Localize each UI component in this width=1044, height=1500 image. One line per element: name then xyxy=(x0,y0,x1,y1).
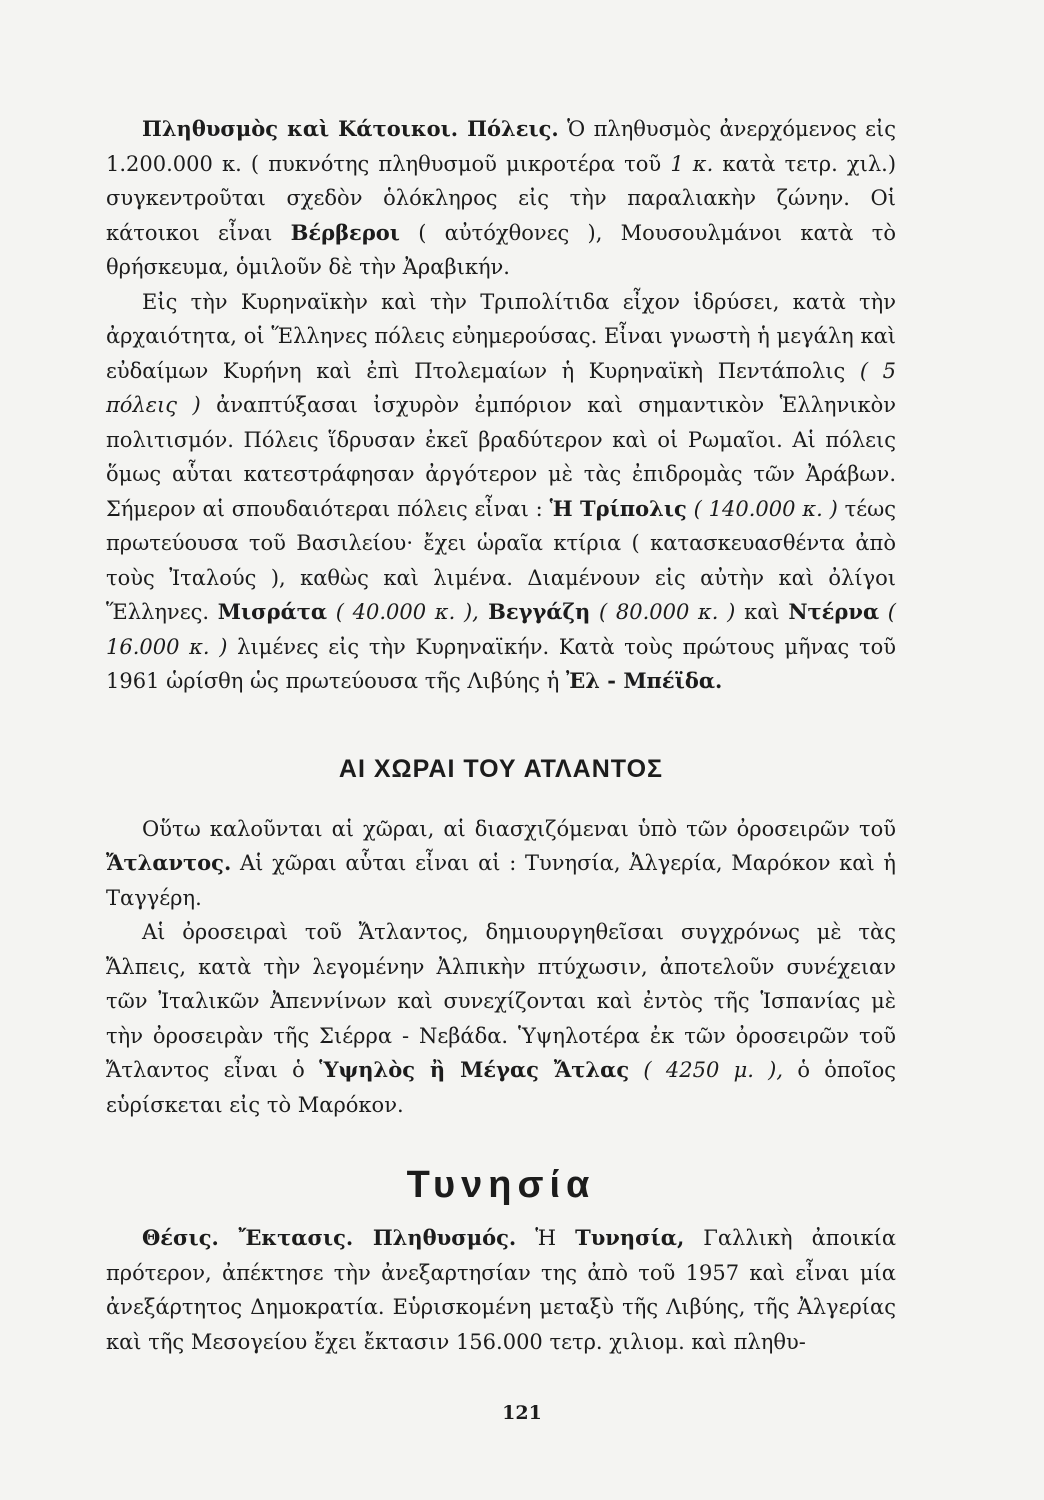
paragraph-atlas-countries: Οὕτω καλοῦνται αἱ χῶραι, αἱ διασχιζόμεναι ὑπὸ τῶν ὀροσειρῶν τοῦ Ἄτλαντος. Αἱ χῶραι αὗται εἶναι αἱ : Τυνησία, Ἀλγερία, Μαρόκον καὶ ἡ Ταγγέρη. xyxy=(106,816,896,910)
paragraph-libya-cities: Εἰς τὴν Κυρηναϊκὴν καὶ τὴν Τριπολίτιδα εἶχον ἱδρύσει, κατὰ τὴν ἀρχαιότητα, οἱ Ἕλληνες πόλεις εὐημερούσας. Εἶναι γνωστὴ ἡ μεγάλη καὶ εὐδαίμων Κυρήνη καὶ ἐπὶ Πτολεμαίων ἡ Κυρηναϊκὴ Πεντάπολις ( 5 πόλεις ) ἀναπτύξασαι ἰσχυρὸν ἐμπόριον καὶ σημαντικὸν Ἑλληνικὸν πολιτισμόν. Πόλεις ἵδρυσαν ἐκεῖ βραδύτερον καὶ οἱ Ρωμαῖοι. Αἱ πόλεις ὅμως αὗται κατεστράφησαν ἀργότερον μὲ τὰς ἐπιδρομὰς τῶν Ἀράβων. Σήμερον αἱ σπουδαιότεραι πόλεις εἶναι : Ἡ Τρίπολις ( 140.000 κ. ) τέως πρωτεύουσα τοῦ Βασιλείου· ἔχει ὡραῖα κτίρια ( κατασκευασθέντα ἀπὸ τοὺς Ἰταλούς ), καθὼς καὶ λιμένα. Διαμένουν εἰς αὐτὴν καὶ ὀλίγοι Ἕλληνες. Μισράτα ( 40.000 κ. ), Βεγγάζη ( 80.000 κ. ) καὶ Ντέρνα ( 16.000 κ. ) λιμένες εἰς τὴν Κυρηναϊκήν. Κατὰ τοὺς πρώτους μῆνας τοῦ 1961 ὡρίσθη ὡς πρωτεύουσα τῆς Λιβύης ἡ Ἐλ - Μπέϊδα. xyxy=(106,289,897,693)
paragraph-libya-population: Πληθυσμὸς καὶ Κάτοικοι. Πόλεις. Ὁ πληθυσμὸς ἀνερχόμενος εἰς 1.200.000 κ. ( πυκνότης πληθυσμοῦ μικροτέρα τοῦ 1 κ. κατὰ τετρ. χιλ.) συγκεντροῦται σχεδὸν ὁλόκληρος εἰς τὴν παραλιακὴν ζώνην. Οἱ κάτοικοι εἶναι Βέρβεροι ( αὐτόχθονες ), Μουσουλμάνοι κατὰ τὸ θρήσκευμα, ὁμιλοῦν δὲ τὴν Ἀραβικήν. xyxy=(106,116,897,279)
paragraph-tunisia-position: Θέσις. Ἔκτασις. Πληθυσμός. Ἡ Τυνησία, Γαλλικὴ ἀποικία πρότερον, ἀπέκτησε τὴν ἀνεξαρτησίαν της ἀπὸ τοῦ 1957 καὶ εἶναι μία ἀνεξάρτητος Δημοκρατία. Εὑρισκομένη μεταξὺ τῆς Λιβύης, τῆς Ἀλγερίας καὶ τῆς Μεσογείου ἔχει ἔκτασιν 156.000 τετρ. χιλιομ. καὶ πληθυ- xyxy=(106,1225,897,1354)
book-page xyxy=(106,112,896,1359)
paragraph-atlas-mountains: Αἱ ὀροσειραὶ τοῦ Ἄτλαντος, δημιουργηθεῖσαι συγχρόνως μὲ τὰς Ἄλπεις, κατὰ τὴν λεγομένην Ἀλπικὴν πτύχωσιν, ἀποτελοῦν συνέχειαν τῶν Ἰταλικῶν Ἀπεννίνων καὶ συνεχίζονται καὶ ἐντὸς τῆς Ἱσπανίας μὲ τὴν ὀροσειρὰν τῆς Σιέρρα - Νεβάδα. Ὑψηλοτέρα ἐκ τῶν ὀροσειρῶν τοῦ Ἄτλαντος εἶναι ὁ Ὑψηλὸς ἢ Μέγας Ἄτλας ( 4250 μ. ), ὁ ὁποῖος εὑρίσκεται εἰς τὸ Μαρόκον. xyxy=(106,920,896,1117)
chapter-title-tunisia: Τυνησία xyxy=(406,1164,596,1206)
section-heading-atlas-countries: ΑΙ ΧΩΡΑΙ ΤΟΥ ΑΤΛΑΝΤΟΣ xyxy=(338,754,664,783)
page-number: 121 xyxy=(502,1402,542,1424)
paragraph-heading: Θέσις. Ἔκτασις. Πληθυσμός. xyxy=(142,1225,517,1250)
paragraph-heading: Πληθυσμὸς καὶ Κάτοικοι. Πόλεις. xyxy=(142,116,559,141)
